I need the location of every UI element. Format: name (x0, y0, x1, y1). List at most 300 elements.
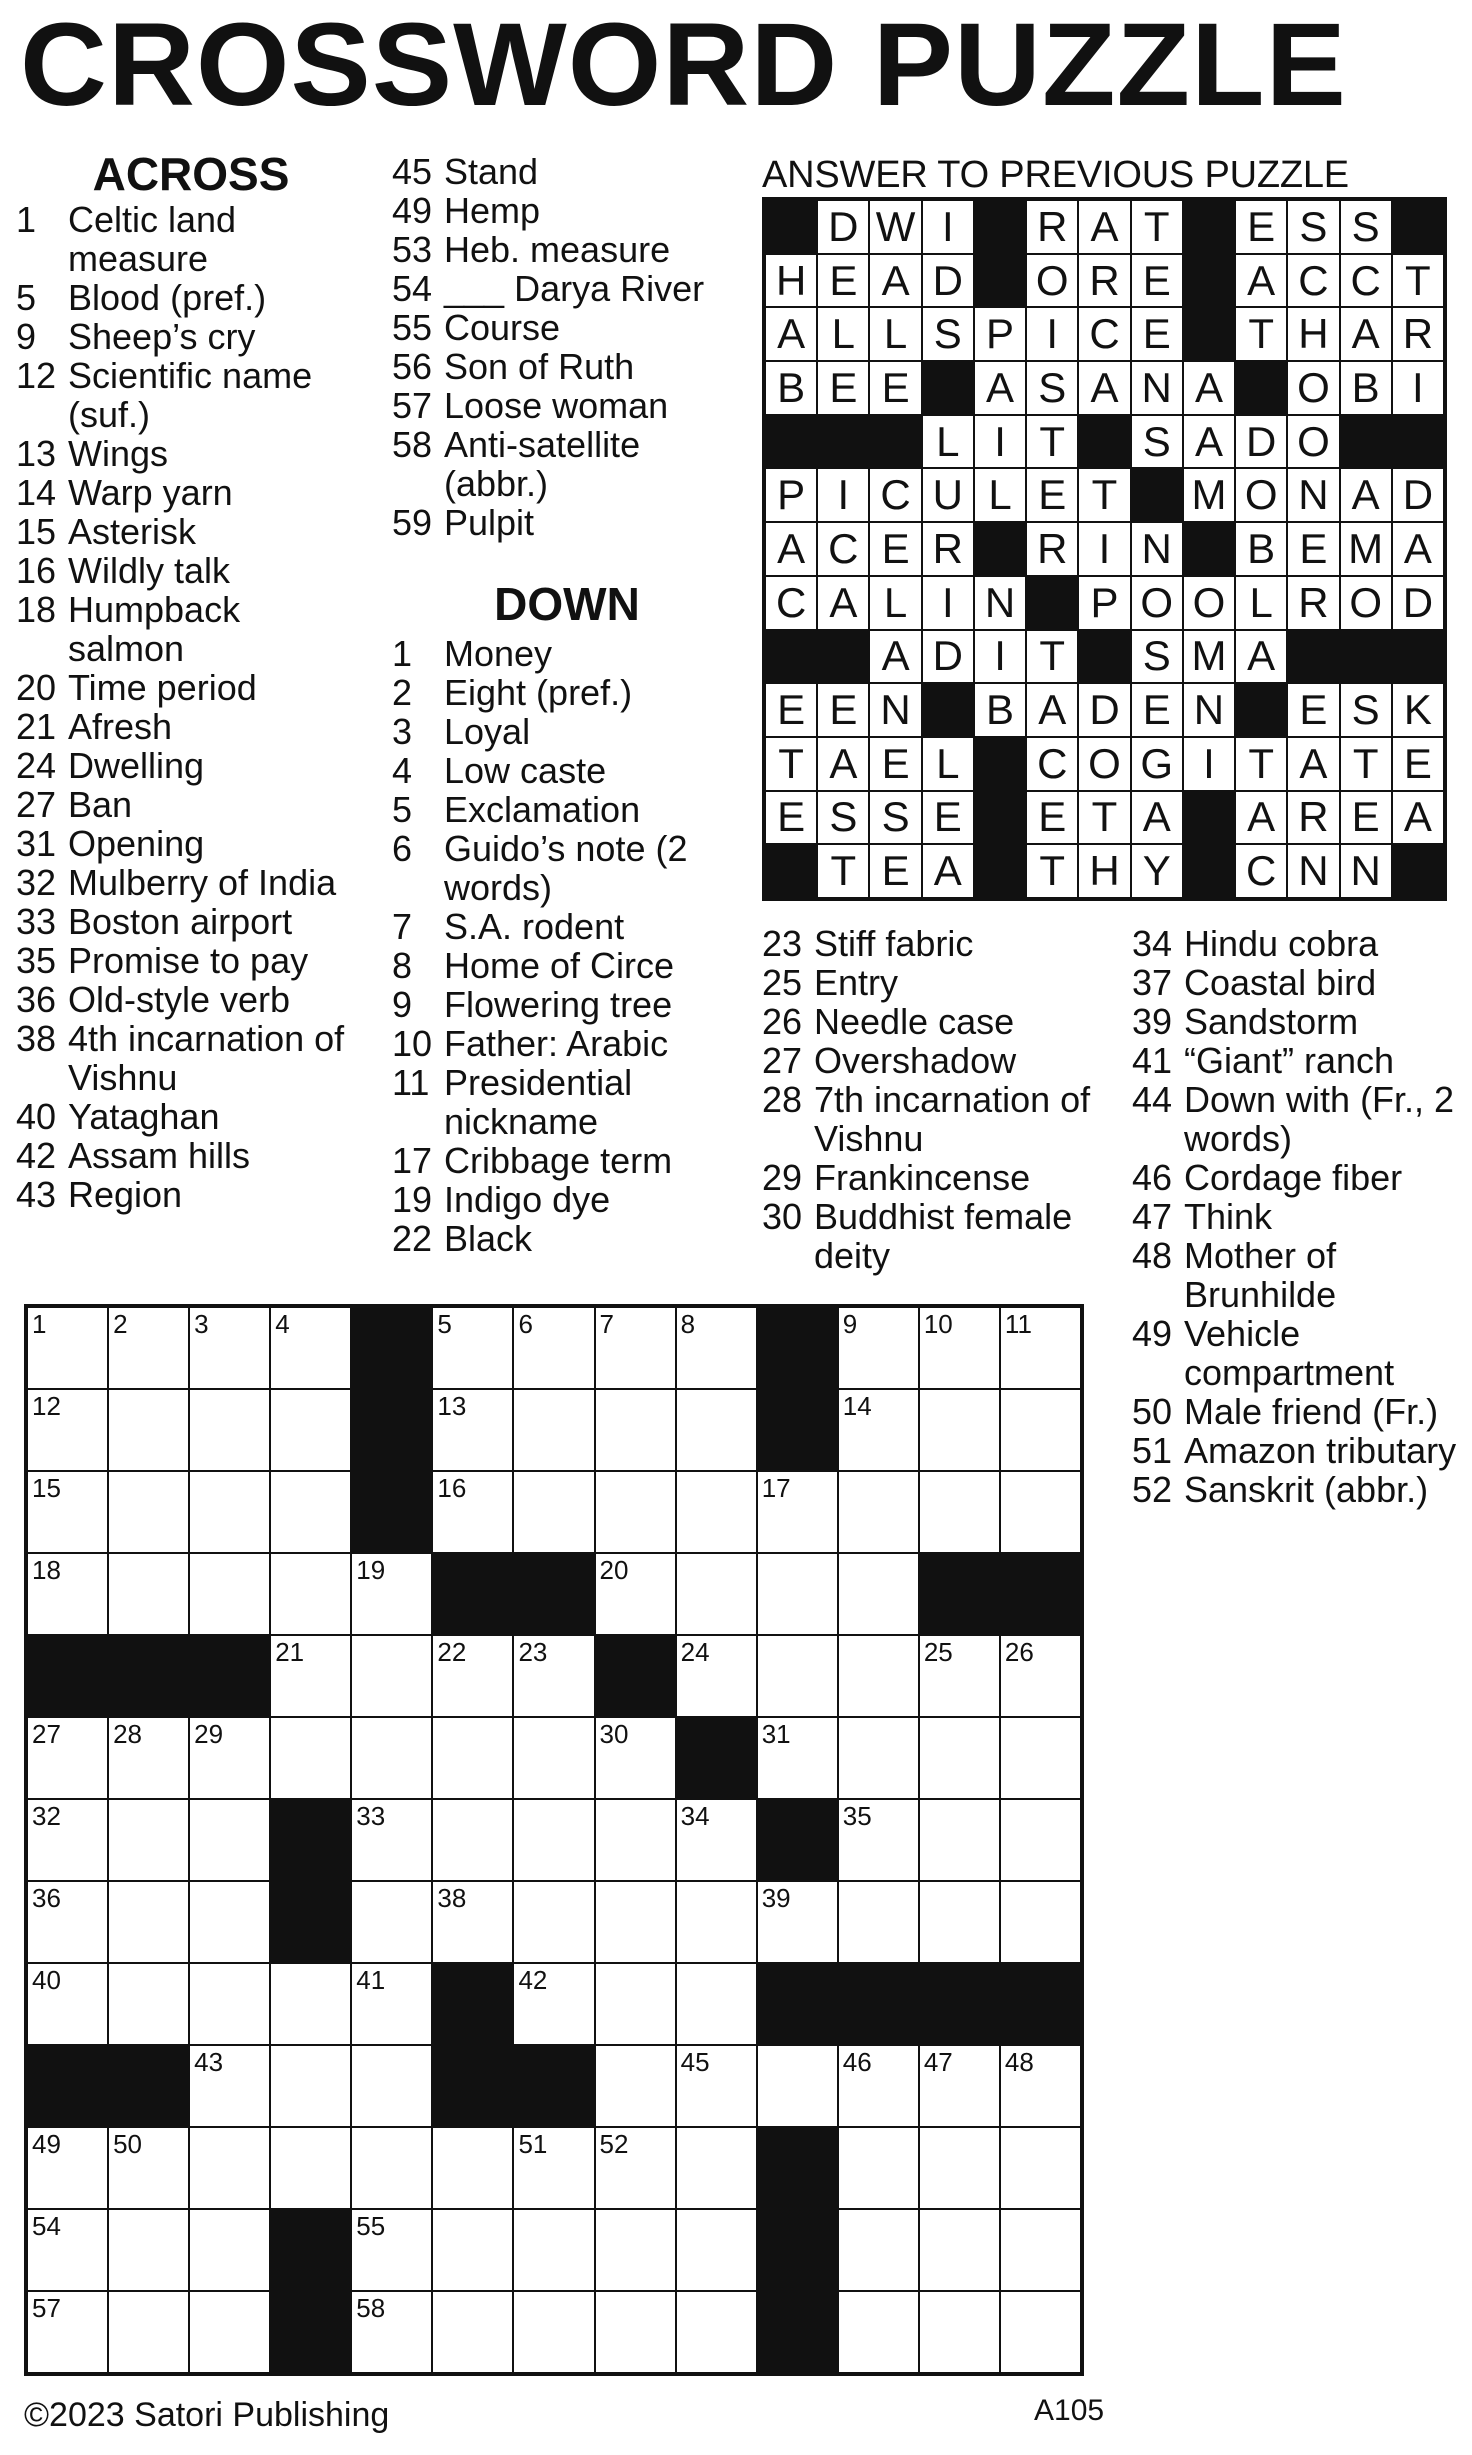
black-square (757, 2209, 838, 2291)
answer-cell: A (869, 630, 921, 684)
clue-item (762, 1080, 1112, 1158)
cell-number: 36 (32, 1883, 61, 1913)
answer-black-square (765, 844, 817, 898)
grid-cell[interactable] (432, 1881, 513, 1963)
grid-cell[interactable] (838, 1553, 919, 1635)
clue-item (16, 434, 366, 473)
grid-cell[interactable] (676, 1963, 757, 2045)
grid-cell[interactable] (351, 2291, 432, 2373)
answer-black-square (1340, 415, 1392, 469)
grid-cell[interactable] (595, 1553, 676, 1635)
grid-cell[interactable] (513, 2291, 594, 2373)
grid-cell[interactable] (676, 2127, 757, 2209)
black-square (432, 1553, 513, 1635)
answer-black-square (1183, 307, 1235, 361)
black-square (919, 1553, 1000, 1635)
clue-item (392, 751, 742, 790)
grid-cell[interactable] (432, 1307, 513, 1389)
grid-cell[interactable] (108, 2127, 189, 2209)
grid-cell[interactable] (351, 1635, 432, 1717)
grid-cell[interactable] (189, 2127, 270, 2209)
clue-text: Wildly talk (68, 550, 231, 591)
grid-cell[interactable] (189, 2045, 270, 2127)
black-square (27, 1635, 108, 1717)
grid-cell[interactable] (27, 1799, 108, 1881)
answer-black-square (1078, 630, 1130, 684)
clue-item (16, 902, 366, 941)
cell-number: 11 (1004, 1309, 1032, 1339)
grid-cell[interactable] (351, 1881, 432, 1963)
black-square (757, 1799, 838, 1881)
clue-item (762, 924, 1112, 963)
clue-number: 28 (762, 1079, 803, 1120)
grid-cell[interactable] (189, 1799, 270, 1881)
grid-cell[interactable] (513, 1635, 594, 1717)
clue-text: Loose woman (444, 385, 669, 426)
grid-cell[interactable] (1000, 2045, 1081, 2127)
answer-cell: A (765, 307, 817, 361)
cell-number: 28 (113, 1719, 142, 1749)
grid-cell[interactable] (108, 1963, 189, 2045)
grid-cell[interactable] (27, 2209, 108, 2291)
grid-cell[interactable] (676, 1635, 757, 1717)
grid-cell[interactable] (270, 1717, 351, 1799)
grid-cell[interactable] (595, 2209, 676, 2291)
black-square (595, 1635, 676, 1717)
grid-cell[interactable] (919, 1471, 1000, 1553)
answer-cell: T (1392, 254, 1444, 308)
grid-cell[interactable] (757, 1881, 838, 1963)
grid-cell[interactable] (351, 2045, 432, 2127)
grid-cell[interactable] (108, 1389, 189, 1471)
grid-cell[interactable] (757, 1717, 838, 1799)
grid-cell[interactable] (919, 1635, 1000, 1717)
answer-cell: O (1287, 415, 1339, 469)
grid-cell[interactable] (108, 1881, 189, 1963)
clue-item (392, 829, 742, 907)
grid-cell[interactable] (757, 1635, 838, 1717)
grid-cell[interactable] (1000, 1389, 1081, 1471)
answer-cell: L (922, 737, 974, 791)
grid-cell[interactable] (108, 2291, 189, 2373)
grid-cell[interactable] (189, 1881, 270, 1963)
grid-cell[interactable] (189, 1553, 270, 1635)
answer-cell: O (1183, 576, 1235, 630)
grid-cell[interactable] (108, 1717, 189, 1799)
grid-cell[interactable] (189, 1471, 270, 1553)
answer-cell: A (1235, 791, 1287, 845)
grid-cell[interactable] (513, 1389, 594, 1471)
grid-cell[interactable] (595, 1389, 676, 1471)
grid-cell[interactable] (1000, 1799, 1081, 1881)
answer-cell: A (974, 361, 1026, 415)
black-square (270, 2209, 351, 2291)
cell-number: 54 (32, 2211, 61, 2241)
clue-text: Money (444, 633, 553, 674)
grid-cell[interactable] (919, 1389, 1000, 1471)
clue-item (392, 308, 742, 347)
answer-cell: B (765, 361, 817, 415)
clue-text: Time period (68, 667, 257, 708)
grid-cell[interactable] (108, 1799, 189, 1881)
grid-cell[interactable] (676, 2291, 757, 2373)
answer-cell: C (869, 468, 921, 522)
answer-cell: E (817, 254, 869, 308)
clue-text: Afresh (68, 706, 173, 747)
answer-cell: P (765, 468, 817, 522)
clue-number: 2 (392, 672, 413, 713)
answer-cell: I (1078, 522, 1130, 576)
grid-cell[interactable] (351, 1717, 432, 1799)
clue-item (16, 317, 366, 356)
answer-cell: W (869, 200, 921, 254)
clue-number: 57 (392, 385, 433, 426)
grid-cell[interactable] (27, 2291, 108, 2373)
clue-number: 1 (392, 633, 413, 674)
grid-cell[interactable] (919, 1307, 1000, 1389)
clues-col2 (392, 152, 742, 1258)
grid-cell[interactable] (189, 1389, 270, 1471)
clue-item (1132, 963, 1472, 1002)
grid-cell[interactable] (838, 1307, 919, 1389)
grid-cell[interactable] (432, 1635, 513, 1717)
answer-cell: T (1026, 415, 1078, 469)
cell-number: 23 (518, 1637, 548, 1667)
answer-cell: I (974, 415, 1026, 469)
grid-cell[interactable] (432, 2291, 513, 2373)
answer-black-square (974, 737, 1026, 791)
grid-cell[interactable] (676, 2045, 757, 2127)
answer-cell: A (1392, 522, 1444, 576)
grid-cell[interactable] (27, 1389, 108, 1471)
clue-item (16, 278, 366, 317)
clue-item (392, 425, 742, 503)
grid-cell[interactable] (595, 1963, 676, 2045)
clue-item (16, 785, 366, 824)
grid-cell[interactable] (27, 1553, 108, 1635)
cell-number: 26 (1004, 1637, 1034, 1667)
grid-cell[interactable] (676, 1553, 757, 1635)
cell-number: 19 (356, 1555, 386, 1585)
clue-item (1132, 1314, 1472, 1392)
grid-cell[interactable] (838, 2209, 919, 2291)
grid-cell[interactable] (108, 1471, 189, 1553)
grid-cell[interactable] (676, 1389, 757, 1471)
answer-black-square (974, 791, 1026, 845)
grid-cell[interactable] (838, 1799, 919, 1881)
clue-text: Warp yarn (68, 472, 233, 513)
black-square (757, 1389, 838, 1471)
grid-cell[interactable] (595, 2045, 676, 2127)
grid-cell[interactable] (1000, 2209, 1081, 2291)
black-square (270, 2291, 351, 2373)
answer-cell: O (1235, 468, 1287, 522)
grid-cell[interactable] (919, 1717, 1000, 1799)
grid-cell[interactable] (270, 1471, 351, 1553)
clue-text: Scientific name (suf.) (68, 355, 313, 435)
grid-cell[interactable] (676, 1799, 757, 1881)
answer-cell: D (1078, 683, 1130, 737)
black-square (513, 1553, 594, 1635)
clue-item (392, 152, 742, 191)
grid-cell[interactable] (919, 1881, 1000, 1963)
grid-cell[interactable] (595, 1471, 676, 1553)
grid-cell[interactable] (838, 1635, 919, 1717)
grid-cell[interactable] (432, 1389, 513, 1471)
grid-cell[interactable] (919, 2209, 1000, 2291)
grid-cell[interactable] (1000, 1471, 1081, 1553)
grid-cell[interactable] (676, 1471, 757, 1553)
grid-cell[interactable] (108, 1553, 189, 1635)
answer-black-square (765, 200, 817, 254)
answer-cell: A (1183, 415, 1235, 469)
grid-cell[interactable] (513, 1717, 594, 1799)
clue-item (16, 863, 366, 902)
grid-cell[interactable] (1000, 1635, 1081, 1717)
cell-number: 9 (842, 1309, 858, 1339)
clue-item (1132, 1392, 1472, 1431)
clue-text: Pulpit (444, 502, 535, 543)
answer-black-square (1340, 630, 1392, 684)
answer-cell: O (1340, 576, 1392, 630)
grid-cell[interactable] (108, 2209, 189, 2291)
black-square (108, 2045, 189, 2127)
clue-item (762, 1041, 1112, 1080)
answer-black-square (1392, 630, 1444, 684)
clue-text: Indigo dye (444, 1179, 611, 1220)
cell-number: 14 (842, 1391, 872, 1421)
cell-number: 35 (842, 1801, 872, 1831)
clue-number: 37 (1132, 962, 1173, 1003)
grid-cell[interactable] (189, 1717, 270, 1799)
clue-number: 48 (1132, 1235, 1173, 1276)
clue-item (1132, 1197, 1472, 1236)
clue-item (16, 473, 366, 512)
cell-number: 12 (32, 1391, 61, 1421)
grid-cell[interactable] (189, 2291, 270, 2373)
grid-cell[interactable] (676, 2209, 757, 2291)
black-square (432, 2045, 513, 2127)
answer-cell: E (765, 683, 817, 737)
clue-item (1132, 1080, 1472, 1158)
grid-cell[interactable] (27, 1307, 108, 1389)
grid-cell[interactable] (27, 1963, 108, 2045)
previous-answer-panel (762, 153, 1447, 901)
clue-number: 30 (762, 1196, 803, 1237)
grid-cell[interactable] (270, 1553, 351, 1635)
clue-number: 55 (392, 307, 433, 348)
cell-number: 29 (194, 1719, 224, 1749)
clue-item (16, 941, 366, 980)
answer-cell: C (1078, 307, 1130, 361)
grid-cell[interactable] (838, 2291, 919, 2373)
clue-text: Course (444, 307, 561, 348)
grid-cell[interactable] (595, 1881, 676, 1963)
clue-item (392, 1141, 742, 1180)
clue-item (392, 634, 742, 673)
grid-cell[interactable] (270, 1389, 351, 1471)
answer-cell: A (1078, 200, 1130, 254)
grid-cell[interactable] (838, 1717, 919, 1799)
grid-cell[interactable] (513, 1799, 594, 1881)
cell-number: 10 (923, 1309, 953, 1339)
grid-cell[interactable] (270, 2045, 351, 2127)
grid-cell[interactable] (919, 2045, 1000, 2127)
grid-cell[interactable] (1000, 2127, 1081, 2209)
cell-number: 15 (32, 1473, 61, 1503)
grid-cell[interactable] (189, 1307, 270, 1389)
grid-cell[interactable] (27, 1717, 108, 1799)
grid-cell[interactable] (595, 1717, 676, 1799)
clue-text: Hemp (444, 190, 541, 231)
clue-item (1132, 1002, 1472, 1041)
grid-cell[interactable] (513, 1881, 594, 1963)
answer-cell: C (1340, 254, 1392, 308)
grid-cell[interactable] (351, 2127, 432, 2209)
grid-cell[interactable] (838, 2127, 919, 2209)
answer-cell: S (1340, 200, 1392, 254)
answer-cell: T (1078, 468, 1130, 522)
answer-cell: I (1392, 361, 1444, 415)
cell-number: 49 (32, 2129, 61, 2159)
clue-text: Male friend (Fr.) (1184, 1391, 1439, 1432)
black-square (757, 2291, 838, 2373)
grid-cell[interactable] (108, 1307, 189, 1389)
clue-text: Think (1184, 1196, 1273, 1237)
answer-cell: E (817, 683, 869, 737)
clue-number: 25 (762, 962, 803, 1003)
clue-item (392, 1024, 742, 1063)
answer-cell: C (1287, 254, 1339, 308)
grid-cell[interactable] (919, 2291, 1000, 2373)
grid-cell[interactable] (757, 1553, 838, 1635)
grid-cell[interactable] (432, 2127, 513, 2209)
answer-cell: O (1287, 361, 1339, 415)
answer-cell: S (869, 791, 921, 845)
clue-text: Cribbage term (444, 1140, 673, 1181)
clue-number: 20 (16, 667, 57, 708)
answer-cell: L (869, 576, 921, 630)
cell-number: 48 (1004, 2047, 1034, 2077)
down-clues-col4 (1132, 924, 1472, 1509)
grid-cell[interactable] (595, 1799, 676, 1881)
grid-cell[interactable] (270, 1635, 351, 1717)
grid-cell[interactable] (270, 1963, 351, 2045)
answer-black-square (869, 415, 921, 469)
clue-item (16, 824, 366, 863)
grid-cell[interactable] (919, 2127, 1000, 2209)
clue-text: Exclamation (444, 789, 641, 830)
grid-cell[interactable] (270, 1307, 351, 1389)
grid-cell[interactable] (919, 1799, 1000, 1881)
grid-cell[interactable] (27, 1471, 108, 1553)
grid-cell[interactable] (513, 1307, 594, 1389)
answer-cell: H (765, 254, 817, 308)
answer-black-square (817, 415, 869, 469)
cell-number: 8 (680, 1309, 696, 1339)
grid-cell[interactable] (270, 2127, 351, 2209)
grid-cell[interactable] (757, 1471, 838, 1553)
grid-cell[interactable] (1000, 1717, 1081, 1799)
answer-cell: L (817, 307, 869, 361)
grid-cell[interactable] (513, 2127, 594, 2209)
answer-cell: T (765, 737, 817, 791)
black-square (351, 1307, 432, 1389)
clue-text: ___ Darya River (444, 268, 705, 309)
grid-cell[interactable] (432, 1717, 513, 1799)
clue-text: Eight (pref.) (444, 672, 633, 713)
grid-cell[interactable] (351, 1799, 432, 1881)
answer-cell: H (1287, 307, 1339, 361)
clue-text: Dwelling (68, 745, 205, 786)
grid-cell[interactable] (189, 1963, 270, 2045)
clue-number: 19 (392, 1179, 433, 1220)
grid-cell[interactable] (595, 1307, 676, 1389)
grid-cell[interactable] (1000, 2291, 1081, 2373)
grid-cell[interactable] (351, 1553, 432, 1635)
answer-cell: I (1183, 737, 1235, 791)
grid-cell[interactable] (838, 1389, 919, 1471)
clue-number: 49 (1132, 1313, 1173, 1354)
answer-cell: E (1340, 791, 1392, 845)
clue-text: Anti-satellite (abbr.) (444, 424, 641, 504)
grid-cell[interactable] (513, 1471, 594, 1553)
clue-text: Sheep’s cry (68, 316, 256, 357)
grid-cell[interactable] (27, 2127, 108, 2209)
cell-number: 18 (32, 1555, 61, 1585)
grid-cell[interactable] (189, 2209, 270, 2291)
answer-cell: I (1026, 307, 1078, 361)
answer-heading: ANSWER TO PREVIOUS PUZZLE (762, 154, 1349, 196)
grid-cell[interactable] (676, 1307, 757, 1389)
answer-black-square (1183, 200, 1235, 254)
grid-cell[interactable] (513, 2209, 594, 2291)
grid-cell[interactable] (513, 1963, 594, 2045)
grid-cell[interactable] (27, 1881, 108, 1963)
cell-number: 40 (32, 1965, 61, 1995)
grid-cell[interactable] (595, 2291, 676, 2373)
answer-cell: N (1340, 844, 1392, 898)
grid-cell[interactable] (1000, 1307, 1081, 1389)
cell-number: 6 (518, 1309, 533, 1339)
answer-cell: E (1287, 522, 1339, 576)
clue-text: Black (444, 1218, 533, 1259)
clue-number: 5 (16, 277, 37, 318)
answer-black-square (765, 415, 817, 469)
grid-cell[interactable] (676, 1881, 757, 1963)
grid-cell[interactable] (432, 2209, 513, 2291)
grid-cell[interactable] (432, 1799, 513, 1881)
grid-cell[interactable] (838, 1471, 919, 1553)
answer-cell: D (1392, 468, 1444, 522)
clue-text: Heb. measure (444, 229, 671, 270)
cell-number: 24 (680, 1637, 710, 1667)
grid-cell[interactable] (838, 2045, 919, 2127)
clue-text: Amazon tributary (1184, 1430, 1457, 1471)
clue-text: Ban (68, 784, 133, 825)
answer-cell: A (1026, 683, 1078, 737)
grid-cell[interactable] (432, 1471, 513, 1553)
grid-cell[interactable] (351, 2209, 432, 2291)
answer-cell: A (765, 522, 817, 576)
grid-cell[interactable] (1000, 1881, 1081, 1963)
grid-cell[interactable] (595, 2127, 676, 2209)
answer-cell: E (869, 522, 921, 576)
grid-cell[interactable] (351, 1963, 432, 2045)
answer-black-square (1392, 415, 1444, 469)
grid-cell[interactable] (838, 1881, 919, 1963)
grid-cell[interactable] (757, 2045, 838, 2127)
